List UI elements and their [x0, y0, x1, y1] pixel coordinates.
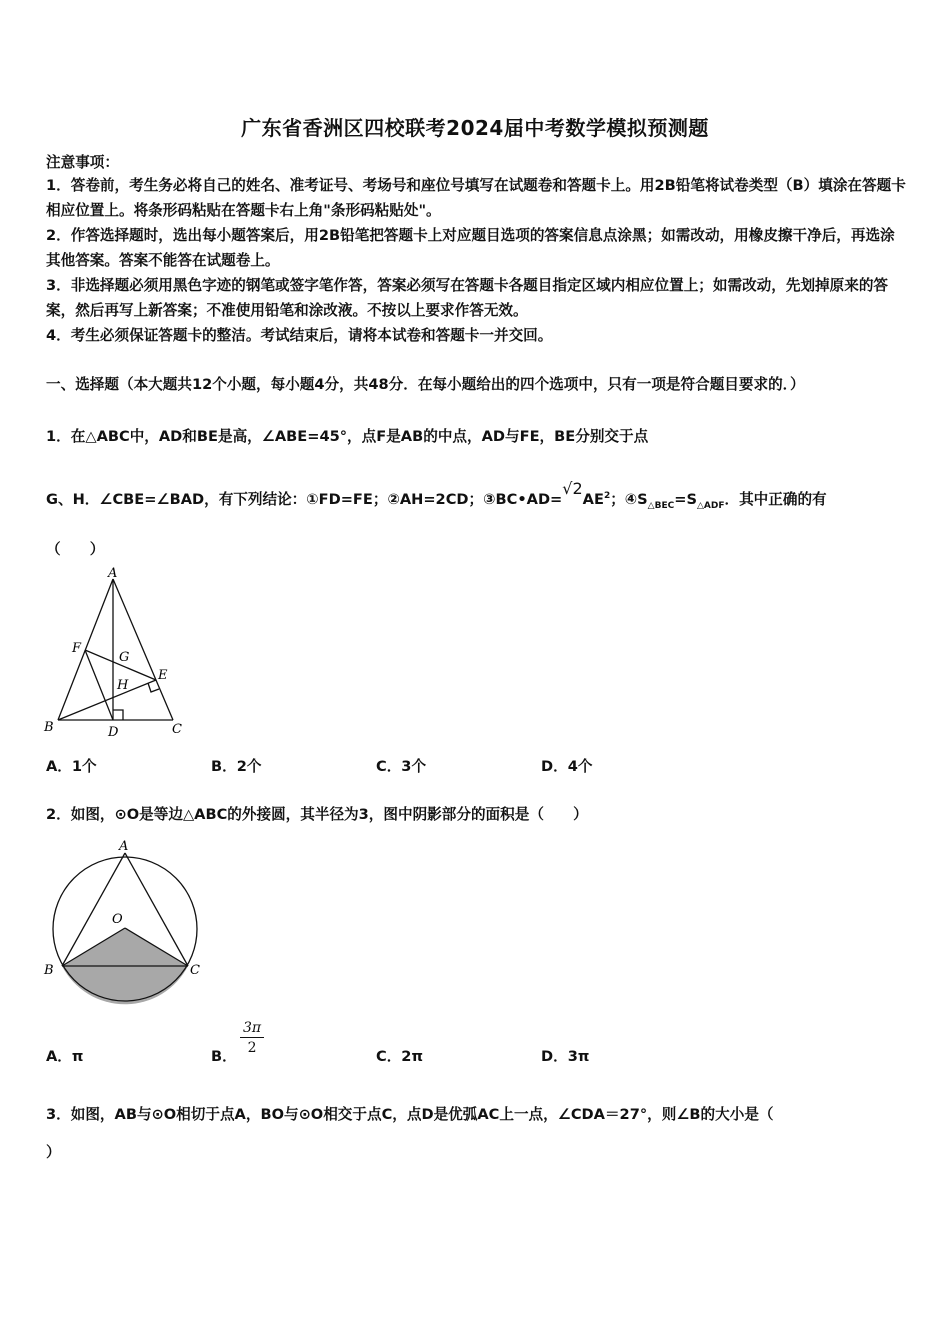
q2-option-b-fraction — [240, 1020, 264, 1056]
q2-stem: 2．如图，⊙O是等边△ABC的外接圆，其半径为3，图中阴影部分的面积是（ ） — [46, 806, 588, 823]
right-angle-d — [113, 710, 123, 720]
q2-option-c[interactable]: C．2π — [376, 1048, 424, 1065]
label-d: D — [108, 725, 119, 740]
label-a: A — [108, 566, 118, 581]
notice-item-3: 3．非选择题必须用黑色字迹的钢笔或签字笔作答，答案必须写在答题卡各题目指定区域内相应位置上；如需改动，先划掉原来的答案，然后再写上新答案；不准使用铅笔和涂改液。不按以上要求作答无效。 — [46, 277, 889, 319]
q1-answer-paren: （ ） — [46, 541, 105, 558]
fraction-numerator: 3π — [240, 1020, 264, 1038]
segment-be — [58, 680, 156, 720]
label-c: C — [190, 963, 200, 978]
label-o: O — [112, 912, 123, 927]
label-c: C — [172, 722, 182, 737]
label-e: E — [158, 668, 168, 683]
q1-subscript-bec: △BEC — [647, 500, 675, 511]
q1-text-c: ；④S — [610, 491, 648, 508]
q3-stem-line1: 3．如图，AB与⊙O相切于点A，BO与⊙O相交于点C，点D是优弧AC上一点，∠CDA＝27°，则∠B的大小是（ — [46, 1106, 774, 1123]
q2-option-d[interactable]: D．3π — [541, 1048, 590, 1065]
page-title: 广东省香洲区四校联考2024届中考数学模拟预测题 — [241, 116, 709, 140]
q1-text-e: ．其中正确的有 — [724, 491, 827, 508]
q1-superscript: 2 — [603, 491, 611, 502]
label-g: G — [119, 650, 130, 665]
notice-item-2: 2．作答选择题时，选出每小题答案后，用2B铅笔把答题卡上对应题目选项的答案信息点涂黑；如需改动，用橡皮擦干净后，再选涂其他答案。答案不能答在试题卷上。 — [46, 227, 895, 269]
label-b: B — [44, 963, 54, 978]
q1-option-c[interactable]: C．3个 — [376, 758, 427, 775]
label-h: H — [117, 678, 129, 693]
shaded-triangle — [62, 928, 188, 966]
q1-text-b: AE — [582, 491, 604, 508]
q1-option-a[interactable]: A．1个 — [46, 758, 97, 775]
label-a: A — [119, 839, 129, 854]
notice-item-4: 4．考生必须保证答题卡的整洁。考试结束后，请将本试卷和答题卡一并交回。 — [46, 327, 553, 344]
q2-figure — [40, 835, 210, 1010]
q1-option-b[interactable]: B．2个 — [211, 758, 262, 775]
section-heading: 一、选择题（本大题共12个小题，每小题4分，共48分．在每小题给出的四个选项中，只有一项是符合题目要求的．） — [46, 376, 805, 393]
label-f: F — [72, 641, 82, 656]
q1-text-a: G、H．∠CBE=∠BAD，有下列结论：①FD=FE；②AH=2CD；③BC•AD= — [46, 491, 563, 508]
q1-text-d: =S — [674, 491, 697, 508]
label-b: B — [44, 720, 54, 735]
q1-subscript-adf: △ADF — [696, 500, 725, 511]
notice-item-1: 1．答卷前，考生务必将自己的姓名、准考证号、考场号和座位号填写在试题卷和答题卡上。用2B铅笔将试卷类型（B）填涂在答题卡相应位置上。将条形码粘贴在答题卡右上角"条形码粘贴处"。 — [46, 177, 906, 219]
q2-option-b[interactable]: B． — [211, 1048, 237, 1065]
q1-stem-line2 — [46, 479, 827, 511]
q1-stem-line1: 1．在△ABC中，AD和BE是高，∠ABE=45°，点F是AB的中点，AD与FE，BE分别交于点 — [46, 428, 649, 445]
fraction-denominator: 2 — [247, 1040, 257, 1056]
q1-option-d[interactable]: D．4个 — [541, 758, 593, 775]
q2-option-a[interactable]: A．π — [46, 1048, 84, 1065]
sqrt-two: √2 — [562, 479, 583, 498]
q1-figure — [40, 565, 200, 740]
q3-stem-line2: ） — [46, 1144, 61, 1161]
notice-heading: 注意事项： — [46, 154, 119, 171]
